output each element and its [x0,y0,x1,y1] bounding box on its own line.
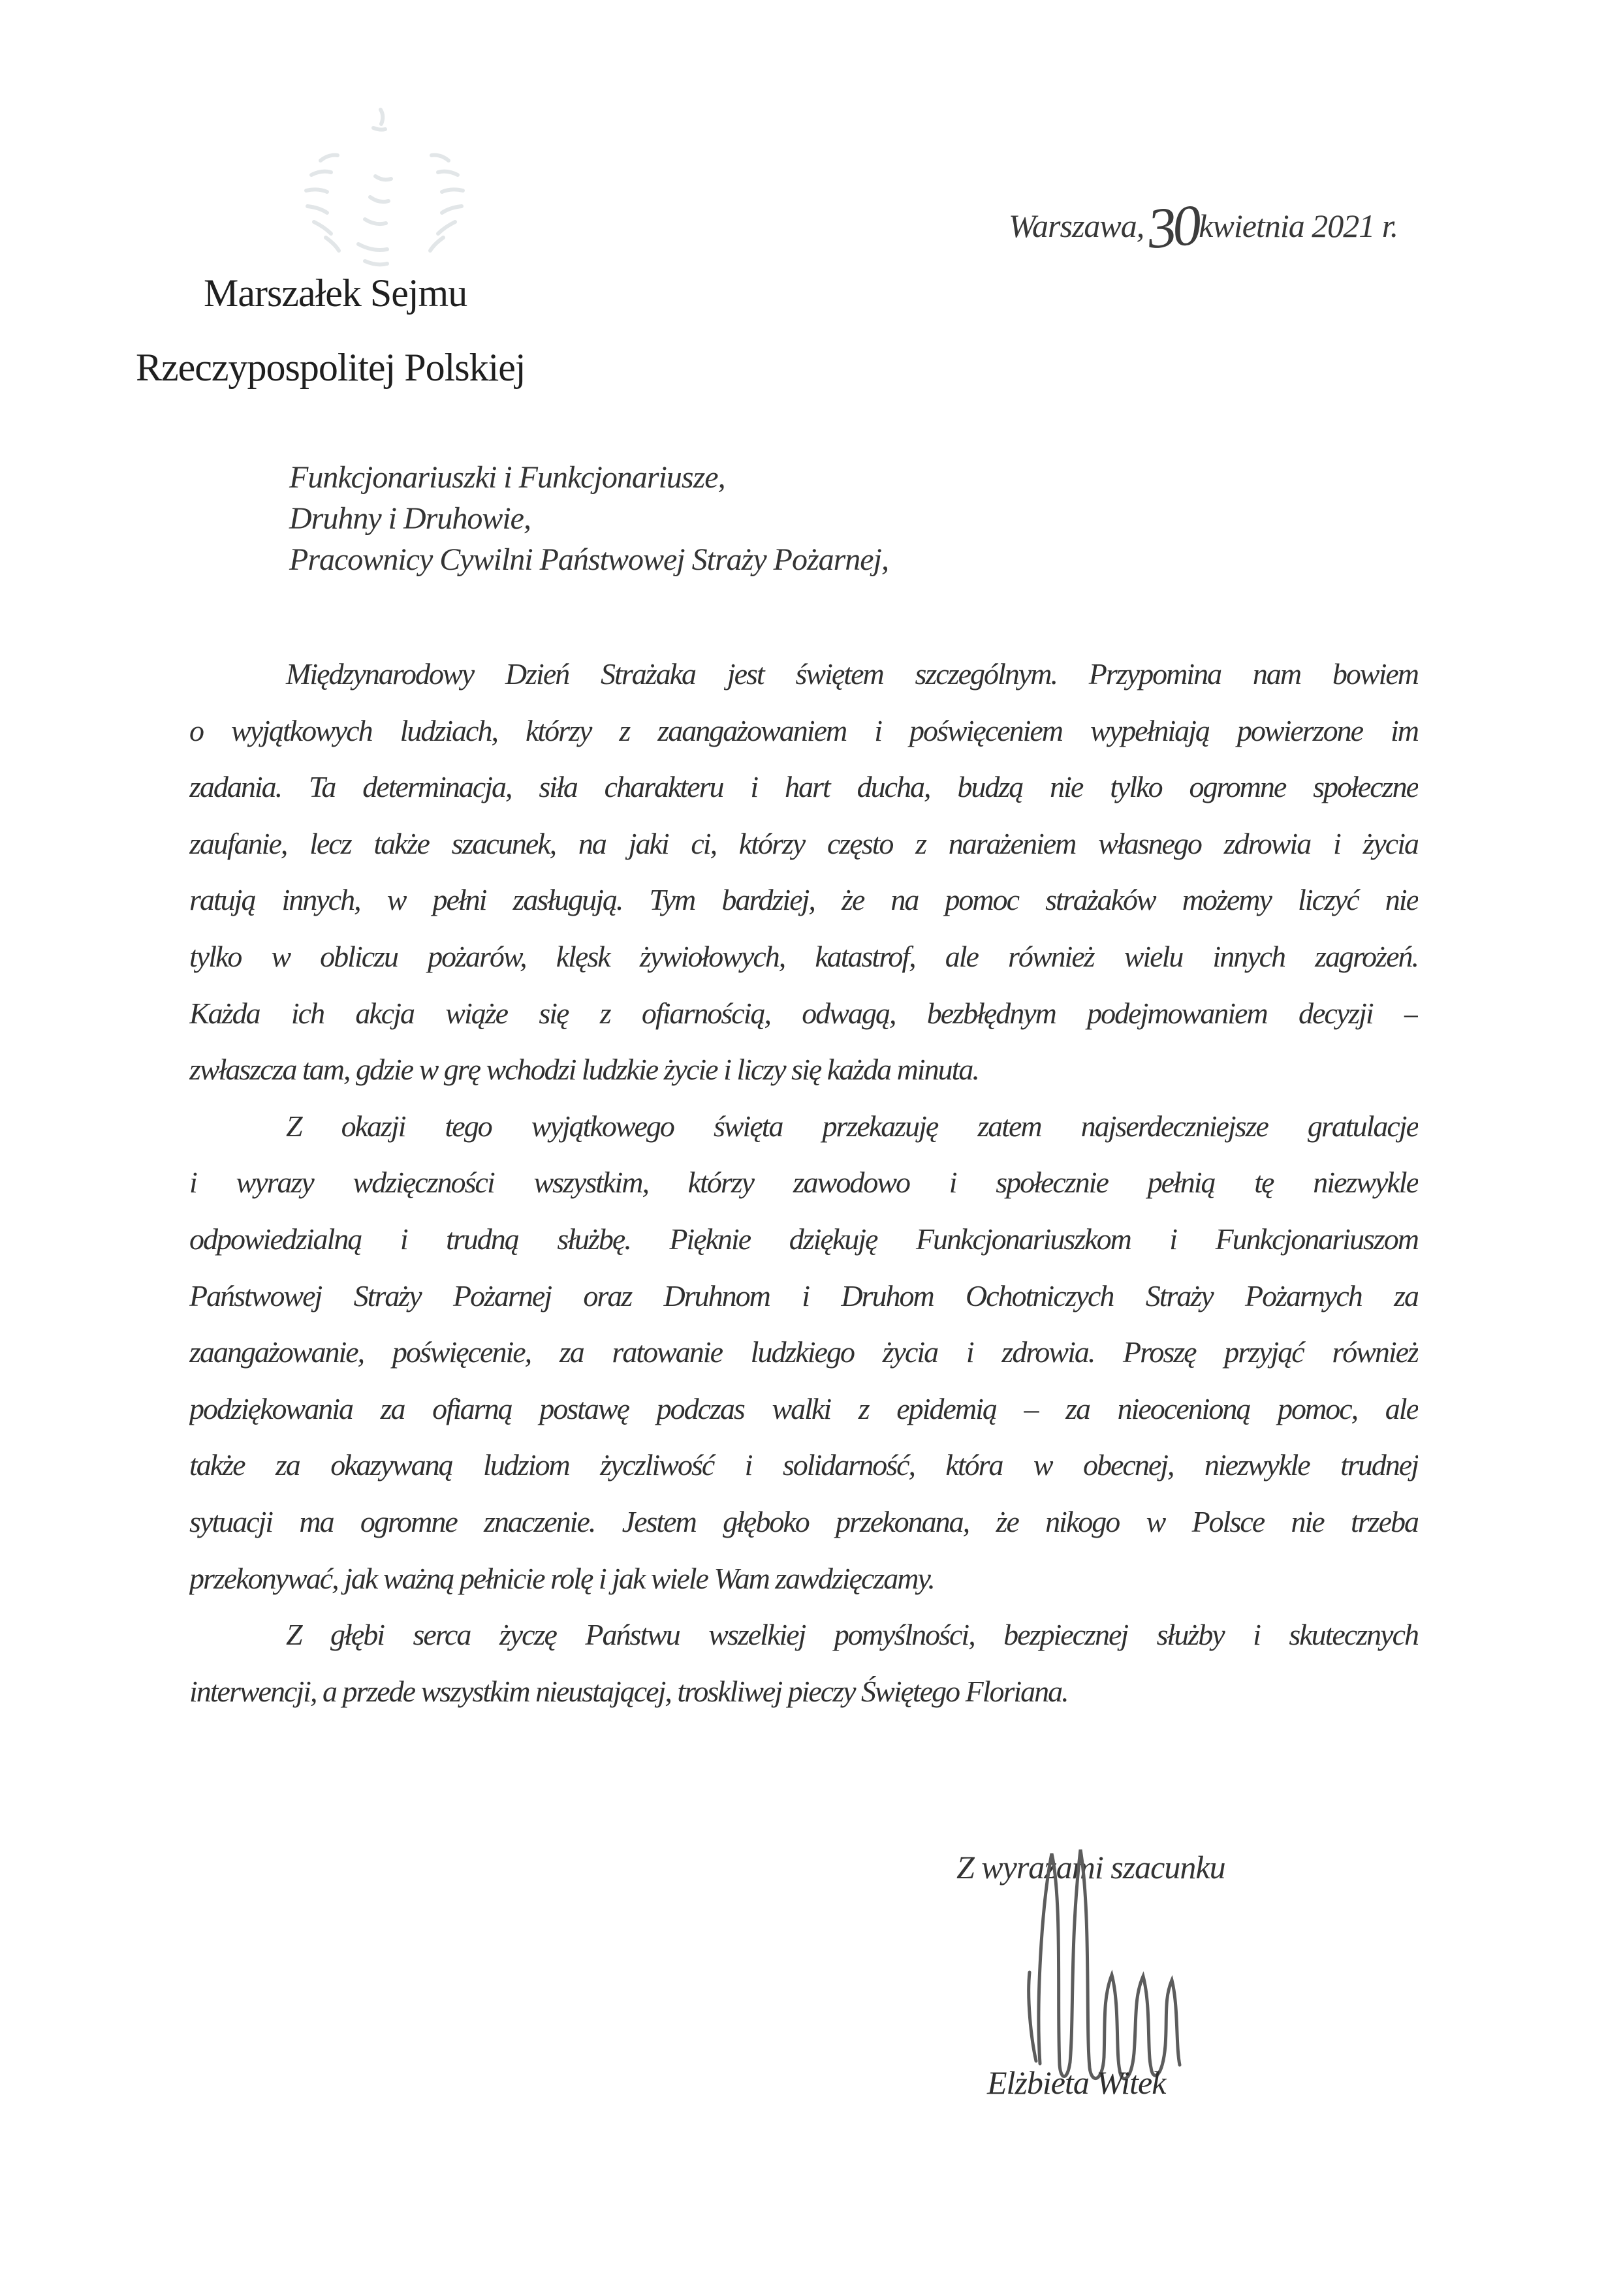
letter-body [189,646,1418,1720]
body-line: Międzynarodowy Dzień Strażaka jest świętem szczególnym. Przypomina nam bowiem [286,657,1418,690]
polish-eagle-watermark-icon [277,98,493,281]
body-line: ratują innych, w pełni zasługują. Tym bardziej, że na pomoc strażaków możemy liczyć nie [189,883,1418,917]
signer-name: Elżbieta Witek [987,2064,1166,2101]
body-line: Z okazji tego wyjątkowego święta przekazuję zatem najserdeczniejsze gratulacje [286,1109,1418,1143]
sender-letterhead [136,256,526,405]
dateline [1009,194,1398,260]
sender-title-line2: Rzeczypospolitej Polskiej [136,346,526,389]
salutation-line: Pracownicy Cywilni Państwowej Straży Pożarnej, [289,542,889,577]
body-line: podziękowania za ofiarną postawę podczas walki z epidemią – za nieocenioną pomoc, ale [189,1391,1418,1425]
salutation-block [289,457,889,580]
body-line: sytuacji ma ogromne znaczenie. Jestem głęboko przekonana, że nikogo w Polsce nie trzeba [189,1504,1418,1538]
closing-phrase: Z wyrazami szacunku [956,1849,1225,1885]
body-line: odpowiedzialną i trudną służbę. Pięknie dziękuję Funkcjonariuszkom i Funkcjonariuszom [189,1222,1418,1256]
body-line: Państwowej Straży Pożarnej oraz Druhnom i Druhom Ochotniczych Straży Pożarnych za [189,1279,1418,1312]
date-city: Warszawa, [1009,208,1144,244]
body-line: zwłaszcza tam, gdzie w grę wchodzi ludzkie życie i liczy się każda minuta. [189,1053,979,1087]
body-line: zadania. Ta determinacja, siła charakteru i hart ducha, budzą nie tylko ogromne społeczne [189,770,1418,804]
handwritten-signature-icon [1015,1835,1211,2090]
body-line: Każda ich akcja wiąże się z ofiarnością, odwagą, bezbłędnym podejmowaniem decyzji – [189,996,1418,1030]
body-line: interwencji, a przede wszystkim nieustającej, troskliwej pieczy Świętego Floriana. [189,1674,1068,1708]
body-line: i wyrazy wdzięczności wszystkim, którzy zawodowo i społecznie pełnią tę niezwykle [189,1166,1418,1200]
date-rest: kwietnia 2021 r. [1199,208,1398,244]
salutation-line: Druhny i Druhowie, [289,501,531,536]
body-line: tylko w obliczu pożarów, klęsk żywiołowych, katastrof, ale również wielu innych zagrożeń. [189,939,1418,973]
body-line: przekonywać, jak ważną pełnicie rolę i jak wiele Wam zawdzięczamy. [189,1561,934,1595]
date-day-handwritten: 30 [1145,193,1201,262]
salutation-line: Funkcjonariuszki i Funkcjonariusze, [289,460,725,495]
body-line: Z głębi serca życzę Państwu wszelkiej pomyślności, bezpiecznej służby i skutecznych [286,1618,1418,1652]
body-line: zaufanie, lecz także szacunek, na jaki ci, którzy często z narażeniem własnego zdrowia i życia [189,826,1418,860]
sender-title-line1: Marszałek Sejmu [204,271,467,315]
body-line: zaangażowanie, poświęcenie, za ratowanie ludzkiego życia i zdrowia. Proszę przyjąć również [189,1335,1418,1369]
body-line: o wyjątkowych ludziach, którzy z zaangażowaniem i poświęceniem wypełniają powierzone im [189,713,1418,747]
body-line: także za okazywaną ludziom życzliwość i solidarność, która w obecnej, niezwykle trudnej [189,1448,1418,1482]
